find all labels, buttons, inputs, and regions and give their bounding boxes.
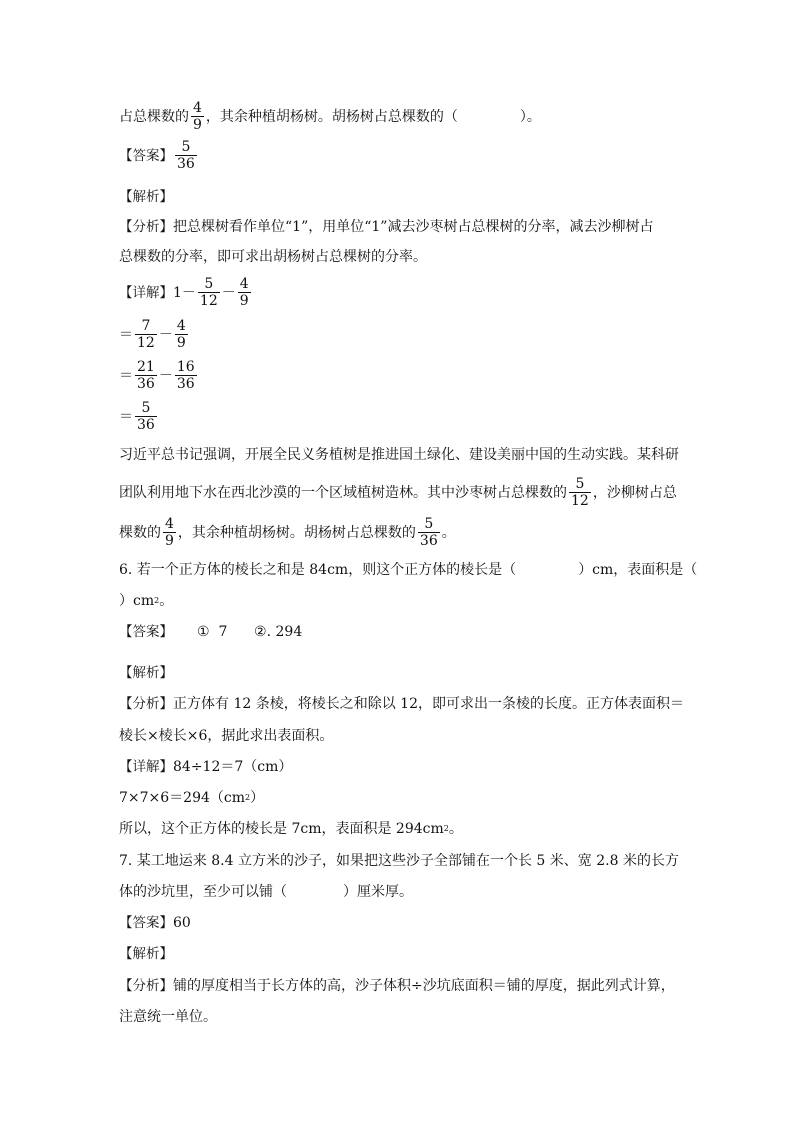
q6-conclusion: 所以，这个正方体的棱长是 7cm，表面积是 294cm 2 。: [119, 821, 463, 837]
q5-summary-line2: 团队利用地下水在西北沙漠的一个区域植树造林。其中沙枣树占总棵数的 $\frac{5}{12}$ ，沙柳树占总: [119, 476, 677, 509]
q5-step3: ＝ $\frac{5}{36}$: [119, 400, 155, 433]
q6-stem-line1: 6. 若一个正方体的棱长之和是 84cm，则这个正方体的棱长是（ ）cm，表面积是（: [119, 562, 698, 578]
q6-xiangjie-calc1: 【详解】 84÷12＝7（cm）: [119, 759, 293, 775]
q5-stem-tail: 占总棵数的 $\frac{4}{9}$ ，其余种植胡杨树。胡杨树占总棵数的（ ）。: [119, 100, 541, 133]
q7-fenxi-line2: 注意统一单位。: [119, 1009, 217, 1025]
q7-answer: 【答案】 60: [119, 915, 191, 931]
q6-stem-line2: ）cm 2 。: [119, 593, 174, 609]
fraction: $\frac{5}{36}$: [419, 516, 438, 549]
q5-summary-line3: 棵数的 $\frac{4}{9}$ ，其余种植胡杨树。胡杨树占总棵数的 $\frac{5}{36}$ 。: [119, 516, 456, 549]
fraction: $\frac{21}{36}$: [137, 359, 155, 392]
fraction: $\frac{16}{36}$: [176, 359, 195, 392]
q6-fenxi-line1: 【分析】 正方体有 12 条棱，将棱长之和除以 12，即可求出一条棱的长度。正方体表面积＝: [119, 696, 684, 712]
q5-fenxi-line2: 总棵数的分率，即可求出胡杨树占总棵树的分率。: [119, 249, 427, 265]
fraction: $\frac{7}{12}$: [137, 318, 155, 351]
q6-answer: 【答案】 ① 7 ②. 294: [119, 624, 303, 640]
q5-analysis-label: 【解析】: [119, 189, 173, 205]
answer-fraction: $\frac{5}{36}$: [177, 139, 195, 172]
q5-step1: ＝ $\frac{7}{12}$ － $\frac{4}{9}$: [119, 318, 186, 351]
fraction: $\frac{5}{12}$: [199, 276, 218, 309]
q5-summary-line1: 习近平总书记强调，开展全民义务植树是推进国土绿化、建设美丽中国的生动实践。某科研: [119, 447, 679, 463]
fraction: $\frac{4}{9}$: [165, 516, 174, 549]
fraction: $\frac{4}{9}$: [239, 276, 249, 309]
fraction: $\frac{5}{36}$: [137, 400, 155, 433]
q7-stem-line1: 7. 某工地运来 8.4 立方米的沙子，如果把这些沙子全部铺在一个长 5 米、宽 2.8 米的长方: [119, 853, 679, 869]
fraction-4-9: $\frac{4}{9}$: [193, 100, 202, 133]
q5-answer: 【答案】 $\frac{5}{36}$: [119, 139, 195, 172]
q7-analysis-label: 【解析】: [119, 946, 173, 962]
fraction: $\frac{5}{12}$: [571, 476, 589, 509]
q7-fenxi-line1: 【分析】 铺的厚度相当于长方体的高，沙子体积÷沙坑底面积＝铺的厚度，据此列式计算，: [119, 978, 675, 994]
q5-xiangjie-step0: 【详解】 1－ $\frac{5}{12}$ － $\frac{4}{9}$: [119, 276, 249, 309]
q5-fenxi-line1: 【分析】 把总棵树看作单位“1”，用单位“1”减去沙枣树占总棵树的分率，减去沙柳树占: [119, 219, 654, 235]
q6-fenxi-line2: 棱长×棱长×6，据此求出表面积。: [119, 728, 334, 744]
fraction: $\frac{4}{9}$: [176, 318, 186, 351]
q7-stem-line2: 体的沙坑里，至少可以铺（ ）厘米厚。: [119, 884, 413, 900]
q6-analysis-label: 【解析】: [119, 665, 173, 681]
q5-step2: ＝ $\frac{21}{36}$ － $\frac{16}{36}$: [119, 359, 195, 392]
q6-calc2: 7×7×6＝294（cm 2 ）: [119, 790, 265, 806]
